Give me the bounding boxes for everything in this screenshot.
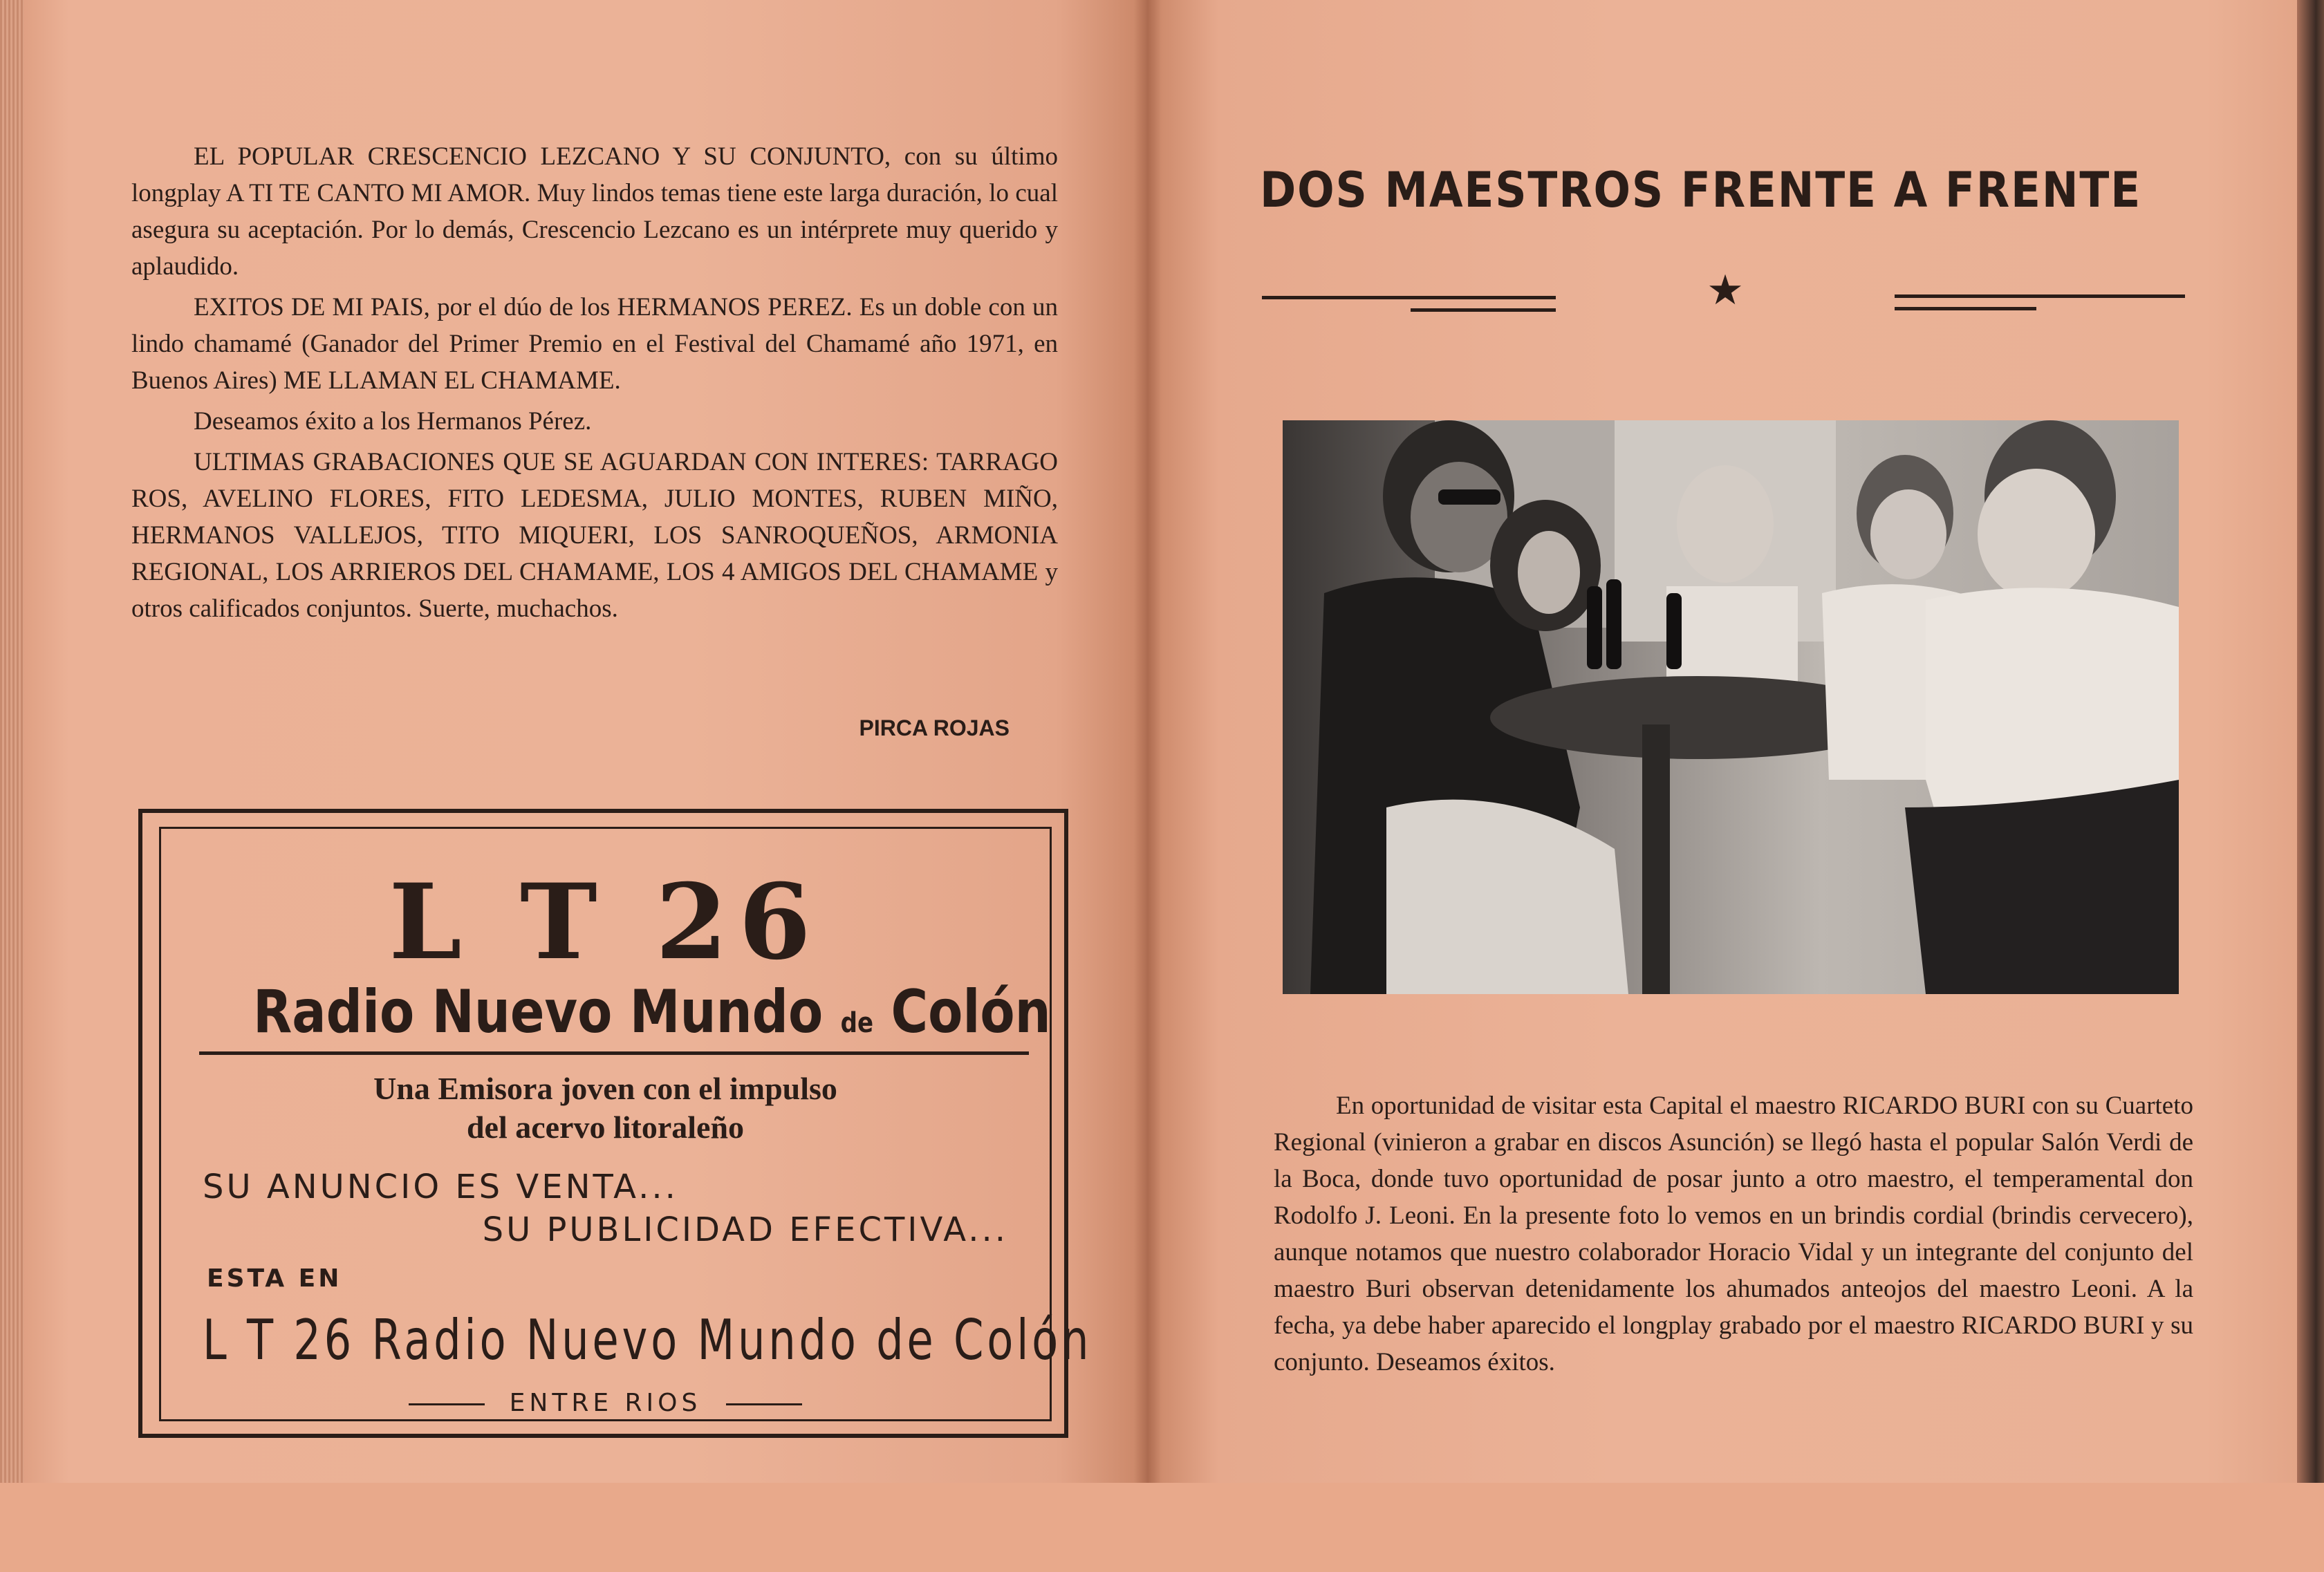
ad-slogan-line-1: Una Emisora joven con el impulso <box>373 1071 837 1106</box>
background-band <box>0 1483 2324 1572</box>
ad-slogan-line-2: del acervo litoraleño <box>466 1110 745 1145</box>
ad-sell-line-2: SU PUBLICIDAD EFECTIVA... <box>482 1210 1008 1249</box>
article-body: En oportunidad de visitar esta Capital el maestro RICARDO BURI con su Cuarteto Regional (vinieron a grabar en discos Asunción) se llegó hasta el popular Salón Verdi de la Boca, donde tuvo oportunidad de posar junto a otro maestro, el temperamental don Rodolfo J. Leoni. En la presente foto lo vemos en un brindis cordial (brindis cervecero), aunque notamos que nuestro colaborador Horacio Vidal y un integrante del conjunto del maestro Buri observan detenidamente los ahumados anteojos del maestro Leoni. A la fecha, ya debe haber aparecido el longplay grabado por el maestro RICARDO BURI y su conjunto. Deseamos éxitos. <box>1274 1092 2193 1376</box>
ornament-star-icon: ★ <box>1707 268 1744 313</box>
photo-illustration <box>1283 420 2179 994</box>
ad-esta-en: ESTA EN <box>207 1264 342 1293</box>
right-article <box>1274 1087 2193 1381</box>
page-edges <box>0 0 24 1483</box>
ad-radio-name <box>253 977 1051 1058</box>
left-article <box>131 138 1058 631</box>
ad-station-call-sign: L T 26 <box>389 861 822 983</box>
paragraph-hermanos-perez: EXITOS DE MI PAIS, por el dúo de los HERMANOS PEREZ. Es un doble con un lindo chamamé (Ganador del Primer Premio en el Festival del Chamamé año 1971, en Buenos Aires) ME LLAMAN EL CHAMAME. <box>131 293 1058 395</box>
ornament-line-left-upper <box>1262 296 1556 299</box>
article-headline: DOS MAESTROS FRENTE A FRENTE <box>1260 162 2142 218</box>
ad-radio-name-de: de <box>840 1007 874 1039</box>
book-spine <box>1134 0 1162 1483</box>
ornament-line-right-upper <box>1895 294 2185 298</box>
paragraph-lezcano: EL POPULAR CRESCENCIO LEZCANO Y SU CONJUNTO, con su último longplay A TI TE CANTO MI AMOR. Muy lindos temas tiene este larga duración, lo cual asegura su aceptación. Por lo demás, Crescencio Lezcano es un intérprete muy querido y aplaudido. <box>131 142 1058 281</box>
ad-sell-line-1: SU ANUNCIO ES VENTA... <box>203 1168 678 1206</box>
ad-province <box>161 1389 1050 1417</box>
ad-radio-name-b: Colón <box>891 977 1051 1047</box>
paragraph-ultimas-grabaciones: ULTIMAS GRABACIONES QUE SE AGUARDAN CON INTERES: TARRAGO ROS, AVELINO FLORES, FITO LEDESMA, JULIO MONTES, RUBEN MIÑO, HERMANOS VALLEJOS, TITO MIQUERI, LOS SANROQUEÑOS, ARMONIA REGIONAL, LOS ARRIEROS DEL CHAMAME, LOS 4 AMIGOS DEL CHAMAME y otros calificados conjuntos. Suerte, muchachos. <box>131 448 1058 623</box>
ornament-line-left-lower <box>1411 308 1556 312</box>
ad-radio-name-a: Radio Nuevo Mundo <box>253 977 824 1047</box>
ad-station-line: L T 26 Radio Nuevo Mundo de Colón <box>203 1308 1093 1372</box>
cover-edge <box>2297 0 2324 1483</box>
ad-slogan <box>161 1069 1050 1147</box>
ornament-line-right-lower <box>1895 307 2036 310</box>
ad-inner-frame <box>159 827 1093 1421</box>
ad-divider <box>199 1051 1029 1055</box>
photo-two-maestros <box>1283 420 2179 994</box>
paragraph-deseamos: Deseamos éxito a los Hermanos Pérez. <box>194 407 592 436</box>
radio-advertisement <box>138 809 1093 1438</box>
ad-province-dash-right <box>726 1403 802 1405</box>
author-signature: PIRCA ROJAS <box>859 715 1010 740</box>
ad-province-label: ENTRE RIOS <box>509 1389 702 1417</box>
ad-province-dash-left <box>409 1403 485 1405</box>
